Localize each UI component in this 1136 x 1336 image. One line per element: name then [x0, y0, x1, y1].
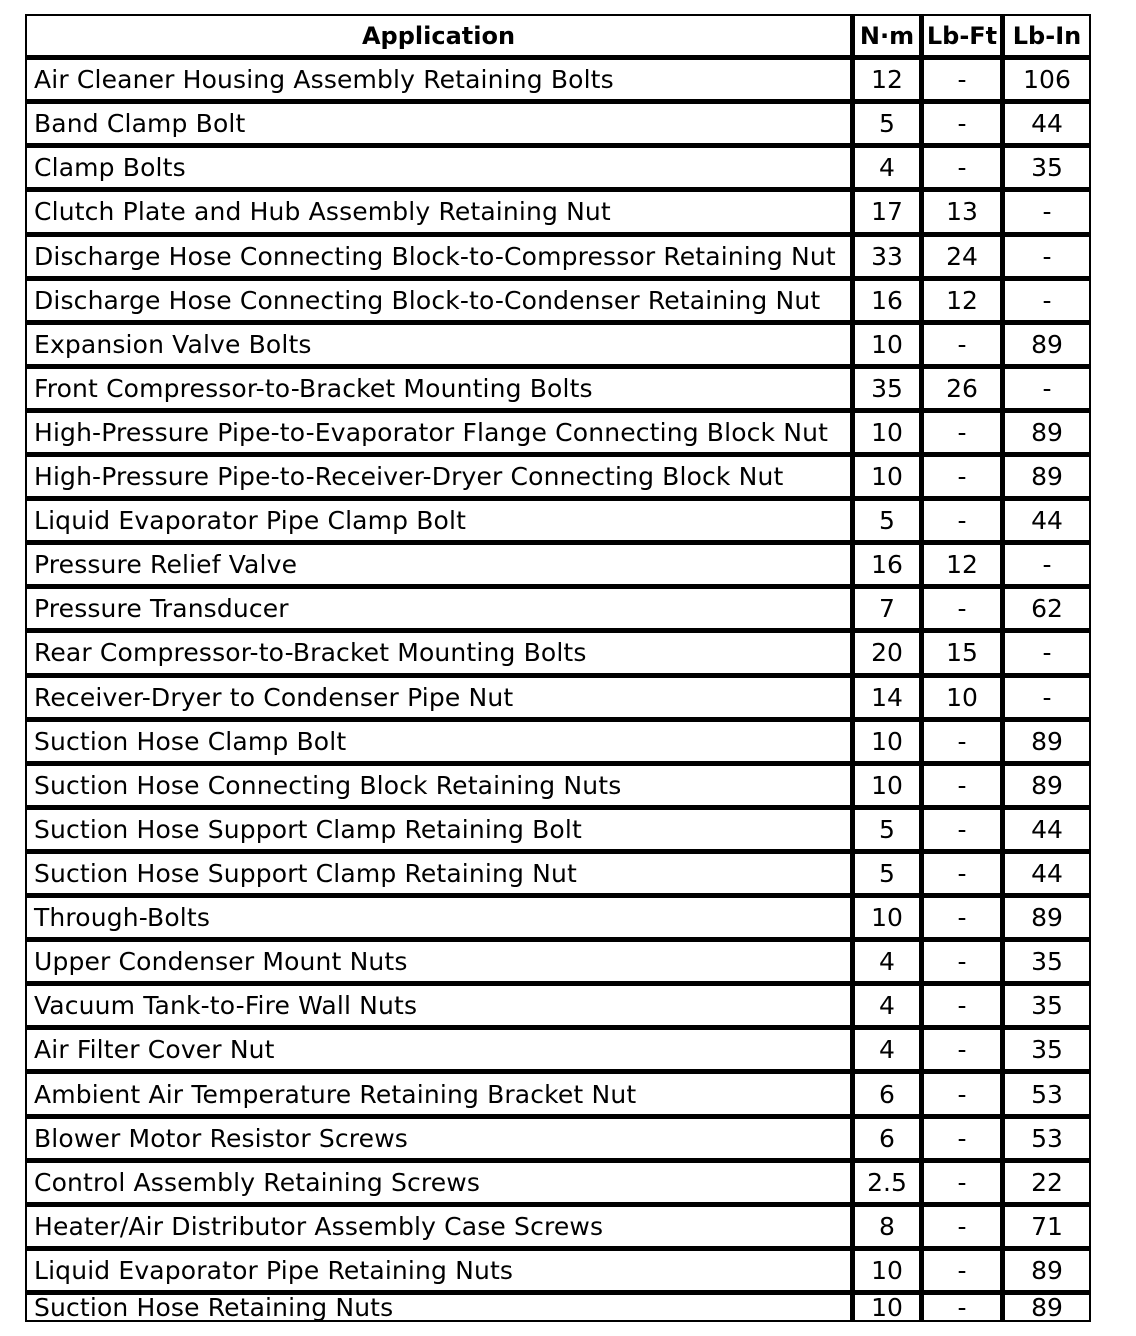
pound-inches-cell: 44	[1005, 854, 1089, 893]
application-cell: Clutch Plate and Hub Assembly Retaining Nut	[27, 192, 850, 231]
pound-inches-cell: 106	[1005, 60, 1089, 99]
newton-meters-cell: 4	[855, 148, 919, 187]
pound-feet-cell: -	[924, 148, 1000, 187]
pound-feet-cell: -	[924, 1074, 1000, 1113]
newton-meters-cell: 10	[855, 1251, 919, 1290]
pound-inches-cell: 89	[1005, 413, 1089, 452]
application-cell: Suction Hose Clamp Bolt	[27, 722, 850, 761]
application-cell: Ambient Air Temperature Retaining Bracket Nut	[27, 1074, 850, 1113]
newton-meters-cell: 20	[855, 633, 919, 672]
pound-inches-cell: -	[1005, 633, 1089, 672]
pound-feet-cell: -	[924, 766, 1000, 805]
newton-meters-cell: 35	[855, 369, 919, 408]
newton-meters-cell: 12	[855, 60, 919, 99]
application-cell: Expansion Valve Bolts	[27, 325, 850, 364]
application-cell: Discharge Hose Connecting Block-to-Compressor Retaining Nut	[27, 237, 850, 276]
pound-feet-cell: -	[924, 413, 1000, 452]
pound-inches-cell: 89	[1005, 457, 1089, 496]
application-cell: Heater/Air Distributor Assembly Case Screws	[27, 1207, 850, 1246]
application-cell: High-Pressure Pipe-to-Evaporator Flange Connecting Block Nut	[27, 413, 850, 452]
pound-feet-cell: -	[924, 1163, 1000, 1202]
pound-feet-cell: -	[924, 501, 1000, 540]
header-newton-meters: N·m	[855, 16, 919, 55]
application-cell: Suction Hose Support Clamp Retaining Bolt	[27, 810, 850, 849]
pound-feet-cell: 24	[924, 237, 1000, 276]
pound-feet-cell: -	[924, 457, 1000, 496]
newton-meters-cell: 10	[855, 722, 919, 761]
pound-feet-cell: -	[924, 854, 1000, 893]
pound-inches-cell: 44	[1005, 104, 1089, 143]
application-cell: Receiver-Dryer to Condenser Pipe Nut	[27, 678, 850, 717]
application-cell: Liquid Evaporator Pipe Clamp Bolt	[27, 501, 850, 540]
pound-inches-cell: 89	[1005, 766, 1089, 805]
newton-meters-cell: 10	[855, 457, 919, 496]
torque-specifications-table	[25, 14, 1091, 1322]
application-cell: Blower Motor Resistor Screws	[27, 1119, 850, 1158]
pound-feet-cell: -	[924, 1030, 1000, 1069]
pound-inches-cell: 35	[1005, 148, 1089, 187]
application-cell: Liquid Evaporator Pipe Retaining Nuts	[27, 1251, 850, 1290]
pound-inches-cell: 89	[1005, 898, 1089, 937]
pound-feet-cell: -	[924, 1251, 1000, 1290]
pound-inches-cell: 35	[1005, 986, 1089, 1025]
pound-inches-cell: 35	[1005, 942, 1089, 981]
application-cell: Front Compressor-to-Bracket Mounting Bolts	[27, 369, 850, 408]
pound-feet-cell: 12	[924, 545, 1000, 584]
header-pound-inches: Lb-In	[1005, 16, 1089, 55]
application-cell: Rear Compressor-to-Bracket Mounting Bolts	[27, 633, 850, 672]
newton-meters-cell: 6	[855, 1074, 919, 1113]
application-cell: Clamp Bolts	[27, 148, 850, 187]
pound-inches-cell: -	[1005, 237, 1089, 276]
application-cell: Suction Hose Retaining Nuts	[27, 1295, 850, 1320]
pound-inches-cell: -	[1005, 369, 1089, 408]
pound-feet-cell: -	[924, 1119, 1000, 1158]
pound-inches-cell: -	[1005, 545, 1089, 584]
application-cell: Control Assembly Retaining Screws	[27, 1163, 850, 1202]
pound-feet-cell: 10	[924, 678, 1000, 717]
newton-meters-cell: 14	[855, 678, 919, 717]
newton-meters-cell: 10	[855, 413, 919, 452]
newton-meters-cell: 10	[855, 325, 919, 364]
pound-feet-cell: 13	[924, 192, 1000, 231]
pound-inches-cell: 35	[1005, 1030, 1089, 1069]
newton-meters-cell: 17	[855, 192, 919, 231]
newton-meters-cell: 4	[855, 1030, 919, 1069]
application-cell: Vacuum Tank-to-Fire Wall Nuts	[27, 986, 850, 1025]
application-cell: Discharge Hose Connecting Block-to-Condenser Retaining Nut	[27, 281, 850, 320]
pound-feet-cell: 12	[924, 281, 1000, 320]
newton-meters-cell: 5	[855, 501, 919, 540]
application-cell: Through-Bolts	[27, 898, 850, 937]
pound-inches-cell: 62	[1005, 589, 1089, 628]
pound-inches-cell: 89	[1005, 1295, 1089, 1320]
pound-inches-cell: -	[1005, 192, 1089, 231]
newton-meters-cell: 7	[855, 589, 919, 628]
pound-inches-cell: -	[1005, 678, 1089, 717]
pound-feet-cell: -	[924, 60, 1000, 99]
pound-feet-cell: -	[924, 1207, 1000, 1246]
pound-inches-cell: -	[1005, 281, 1089, 320]
newton-meters-cell: 6	[855, 1119, 919, 1158]
pound-inches-cell: 89	[1005, 722, 1089, 761]
pound-feet-cell: -	[924, 1295, 1000, 1320]
newton-meters-cell: 33	[855, 237, 919, 276]
header-application: Application	[27, 16, 850, 55]
header-pound-feet: Lb-Ft	[924, 16, 1000, 55]
application-cell: Suction Hose Connecting Block Retaining Nuts	[27, 766, 850, 805]
application-cell: Upper Condenser Mount Nuts	[27, 942, 850, 981]
pound-inches-cell: 89	[1005, 1251, 1089, 1290]
pound-feet-cell: -	[924, 722, 1000, 761]
pound-feet-cell: -	[924, 589, 1000, 628]
application-cell: Pressure Transducer	[27, 589, 850, 628]
pound-feet-cell: -	[924, 325, 1000, 364]
pound-inches-cell: 89	[1005, 325, 1089, 364]
pound-inches-cell: 44	[1005, 810, 1089, 849]
newton-meters-cell: 5	[855, 810, 919, 849]
newton-meters-cell: 16	[855, 545, 919, 584]
newton-meters-cell: 5	[855, 854, 919, 893]
newton-meters-cell: 4	[855, 942, 919, 981]
newton-meters-cell: 8	[855, 1207, 919, 1246]
application-cell: Air Cleaner Housing Assembly Retaining Bolts	[27, 60, 850, 99]
pound-inches-cell: 22	[1005, 1163, 1089, 1202]
application-cell: High-Pressure Pipe-to-Receiver-Dryer Connecting Block Nut	[27, 457, 850, 496]
newton-meters-cell: 16	[855, 281, 919, 320]
application-cell: Air Filter Cover Nut	[27, 1030, 850, 1069]
newton-meters-cell: 2.5	[855, 1163, 919, 1202]
pound-feet-cell: -	[924, 942, 1000, 981]
newton-meters-cell: 10	[855, 1295, 919, 1320]
pound-feet-cell: -	[924, 104, 1000, 143]
pound-feet-cell: 26	[924, 369, 1000, 408]
newton-meters-cell: 5	[855, 104, 919, 143]
application-cell: Band Clamp Bolt	[27, 104, 850, 143]
pound-inches-cell: 71	[1005, 1207, 1089, 1246]
application-cell: Suction Hose Support Clamp Retaining Nut	[27, 854, 850, 893]
application-cell: Pressure Relief Valve	[27, 545, 850, 584]
newton-meters-cell: 10	[855, 898, 919, 937]
pound-feet-cell: -	[924, 898, 1000, 937]
pound-inches-cell: 53	[1005, 1119, 1089, 1158]
pound-feet-cell: -	[924, 810, 1000, 849]
pound-inches-cell: 44	[1005, 501, 1089, 540]
pound-feet-cell: 15	[924, 633, 1000, 672]
newton-meters-cell: 10	[855, 766, 919, 805]
newton-meters-cell: 4	[855, 986, 919, 1025]
pound-feet-cell: -	[924, 986, 1000, 1025]
pound-inches-cell: 53	[1005, 1074, 1089, 1113]
